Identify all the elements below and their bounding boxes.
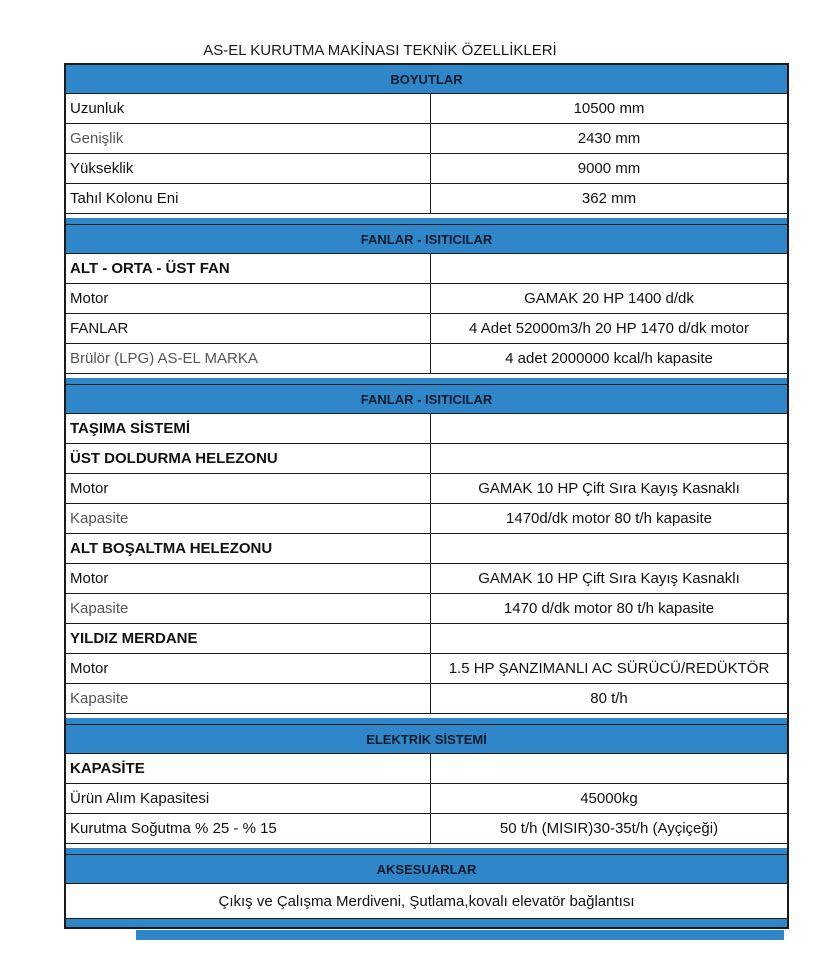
row-label: Kapasite xyxy=(66,504,431,533)
table-row xyxy=(66,124,787,154)
table-row xyxy=(66,654,787,684)
row-value: 80 t/h xyxy=(590,690,628,707)
row-label: Kurutma Soğutma % 25 - % 15 xyxy=(66,814,431,843)
table-footer-bar xyxy=(66,919,787,927)
row-label: Brülör (LPG) AS-EL MARKA xyxy=(66,344,431,373)
row-value: 362 mm xyxy=(581,190,637,207)
row-value: 45000kg xyxy=(580,790,638,807)
row-value xyxy=(431,414,787,443)
table-row xyxy=(66,254,787,284)
table-row xyxy=(66,564,787,594)
row-label: Yükseklik xyxy=(66,154,431,183)
row-value: GAMAK 10 HP Çift Sıra Kayış Kasnaklı xyxy=(478,480,740,497)
row-label: YILDIZ MERDANE xyxy=(66,624,431,653)
section-header-elektrik: ELEKTRİK SİSTEMİ xyxy=(66,725,787,754)
table-row xyxy=(66,154,787,184)
table-row xyxy=(66,184,787,214)
table-row xyxy=(66,534,787,564)
bottom-accent-bar xyxy=(136,930,784,940)
table-row xyxy=(66,284,787,314)
section-separator xyxy=(66,844,787,855)
row-label: ALT - ORTA - ÜST FAN xyxy=(66,254,431,283)
table-row xyxy=(66,594,787,624)
row-label: KAPASİTE xyxy=(66,754,431,783)
row-label: ALT BOŞALTMA HELEZONU xyxy=(66,534,431,563)
row-value: 2430 mm xyxy=(577,130,641,147)
table-row xyxy=(66,684,787,714)
table-row xyxy=(66,754,787,784)
row-label: Genişlik xyxy=(66,124,431,153)
row-label: Tahıl Kolonu Eni xyxy=(66,184,431,213)
row-label: FANLAR xyxy=(66,314,431,343)
section-header-boyutlar: BOYUTLAR xyxy=(66,65,787,94)
table-row xyxy=(66,444,787,474)
section-separator xyxy=(66,714,787,725)
section-header-aksesuarlar: AKSESUARLAR xyxy=(66,855,787,884)
row-label: Kapasite xyxy=(66,594,431,623)
table-row xyxy=(66,314,787,344)
row-value xyxy=(431,754,787,783)
row-label: Motor xyxy=(66,564,431,593)
row-value xyxy=(431,444,787,473)
table-row xyxy=(66,344,787,374)
row-label: Kapasite xyxy=(66,684,431,713)
row-value: GAMAK 20 HP 1400 d/dk xyxy=(524,290,694,307)
table-row xyxy=(66,624,787,654)
table-row xyxy=(66,814,787,844)
row-label: ÜST DOLDURMA HELEZONU xyxy=(66,444,431,473)
row-label: Motor xyxy=(66,474,431,503)
row-label: Ürün Alım Kapasitesi xyxy=(66,784,431,813)
table-row xyxy=(66,94,787,124)
row-value: GAMAK 10 HP Çift Sıra Kayış Kasnaklı xyxy=(478,570,740,587)
row-value: 4 Adet 52000m3/h 20 HP 1470 d/dk motor xyxy=(469,320,749,337)
row-value: 9000 mm xyxy=(577,160,641,177)
section-separator xyxy=(66,214,787,225)
row-value: 10500 mm xyxy=(573,100,645,117)
row-label: Motor xyxy=(66,654,431,683)
spec-table xyxy=(64,63,789,929)
table-row xyxy=(66,784,787,814)
row-value: 4 adet 2000000 kcal/h kapasite xyxy=(505,350,713,367)
row-value xyxy=(431,534,787,563)
section-header-tasima: FANLAR - ISITICILAR xyxy=(66,385,787,414)
table-row xyxy=(66,414,787,444)
table-row xyxy=(66,504,787,534)
accessories-text: Çıkış ve Çalışma Merdiveni, Şutlama,kovalı elevatör bağlantısı xyxy=(66,884,787,919)
row-value xyxy=(431,624,787,653)
row-label: Motor xyxy=(66,284,431,313)
document-title: AS-EL KURUTMA MAKİNASI TEKNİK ÖZELLİKLERİ xyxy=(203,42,557,59)
row-label: TAŞIMA SİSTEMİ xyxy=(66,414,431,443)
row-value: 1470 d/dk motor 80 t/h kapasite xyxy=(503,600,715,617)
row-label: Uzunluk xyxy=(66,94,431,123)
table-row xyxy=(66,474,787,504)
row-value xyxy=(431,254,787,283)
row-value: 1.5 HP ŞANZIMANLI AC SÜRÜCÜ/REDÜKTÖR xyxy=(448,660,770,677)
section-header-fanlar: FANLAR - ISITICILAR xyxy=(66,225,787,254)
row-value: 50 t/h (MISIR)30-35t/h (Ayçiçeği) xyxy=(499,820,719,837)
row-value: 1470d/dk motor 80 t/h kapasite xyxy=(506,510,712,527)
section-separator xyxy=(66,374,787,385)
